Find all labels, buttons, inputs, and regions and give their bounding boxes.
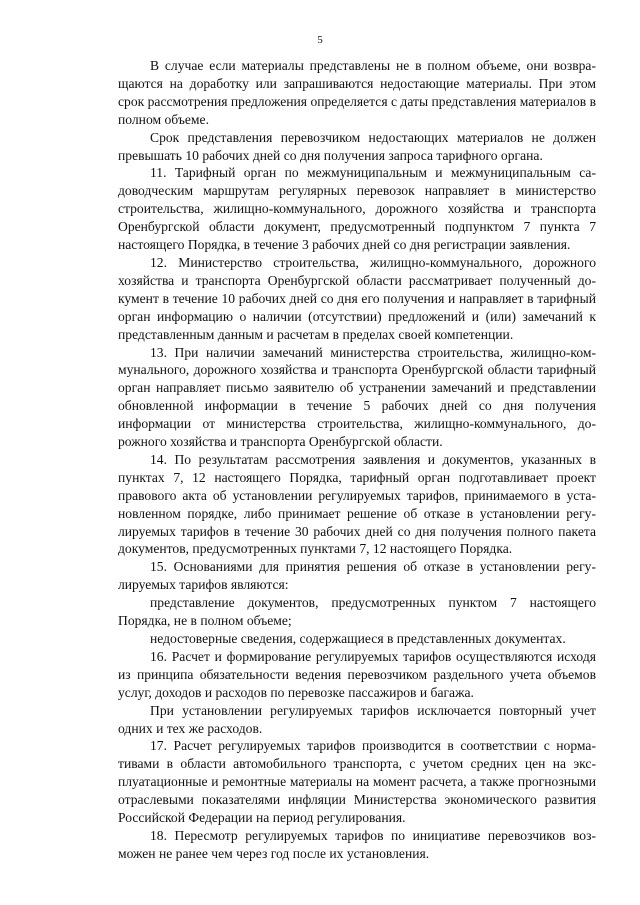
paragraph-item-13: 13. При наличии замечаний министерства строительства, жилищно-коммунального, дорожного хозяйства и транспорта Оренбургской области тарифный орган направляет письмо заявителю об устранении замечаний и представлении обновленной информации в течение 5 рабочих дней со дня получения информации от министерства строительства, жилищно-коммунального, дорожного хозяйства и транспорта Оренбургской области. (118, 344, 596, 450)
paragraph-item-11: 11. Тарифный орган по межмуниципальным и межмуниципальным садоводческим маршрутам регулярных перевозок направляет в министерство строительства, жилищно-коммунального, дорожного хозяйства и транспорта Оренбургской области документ, предусмотренный подпунктом 7 пункта 7 настоящего Порядка, в течение 3 рабочих дней со дня регистрации заявления. (118, 165, 596, 253)
paragraph-submission-deadline: Срок представления перевозчиком недостающих материалов не должен превышать 10 рабочих дней со дня получения запроса тарифного органа. (118, 129, 596, 163)
paragraph-item-15-ground-2: недостоверные сведения, содержащиеся в представленных документах. (150, 631, 566, 646)
paragraph-item-18: 18. Пересмотр регулируемых тарифов по инициативе перевозчиков возможен не ранее чем через год после их установления. (118, 827, 596, 861)
paragraph-item-15-ground-1: представление документов, предусмотренных пунктом 7 настоящего Порядка, не в полном объеме; (118, 595, 596, 629)
paragraph-incomplete-materials: В случае если материалы представлены не в полном объеме, они возвращаются на доработку или запрашиваются недостающие материалы. При этом срок рассмотрения предложения определяется с даты представления материалов в полном объеме. (118, 58, 596, 127)
paragraph-item-15: 15. Основаниями для принятия решения об отказе в установлении регулируемых тарифов являются: (118, 559, 596, 593)
paragraph-item-16-exclusion: При установлении регулируемых тарифов исключается повторный учет одних и тех же расходов. (118, 702, 596, 736)
paragraph-item-14: 14. По результатам рассмотрения заявления и документов, указанных в пунктах 7, 12 настоящего Порядка, тарифный орган подготавливает проект правового акта об установлении регулируемых тарифов, принимаемого в установленном порядке, либо принимает решение об отказе в установлении регулируемых тарифов в течение 30 рабочих дней со дня получения полного пакета документов, предусмотренных пунктами 7, 12 настоящего Порядка. (118, 451, 596, 557)
paragraph-item-17: 17. Расчет регулируемых тарифов производится в соответствии с нормативами в области автомобильного транспорта, с учетом средних цен на эксплуатационные и ремонтные материалы на момент расчета, а также прогнозными отраслевыми показателями инфляции Министерства экономического развития Российской Федерации на период регулирования. (118, 738, 596, 826)
page-number: 5 (317, 34, 323, 46)
paragraph-item-12: 12. Министерство строительства, жилищно-коммунального, дорожного хозяйства и транспорта Оренбургской области рассматривает полученный документ в течение 10 рабочих дней со дня его получения и направляет в тарифный орган информацию о наличии (отсутствии) предложений и (или) замечаний к представленным данным и расчетам в пределах своей компетенции. (118, 254, 596, 342)
document-body (118, 57, 596, 863)
paragraph-item-16: 16. Расчет и формирование регулируемых тарифов осуществляются исходя из принципа обязательности ведения перевозчиком раздельного учета объемов услуг, доходов и расходов по перевозке пассажиров и багажа. (118, 648, 596, 700)
